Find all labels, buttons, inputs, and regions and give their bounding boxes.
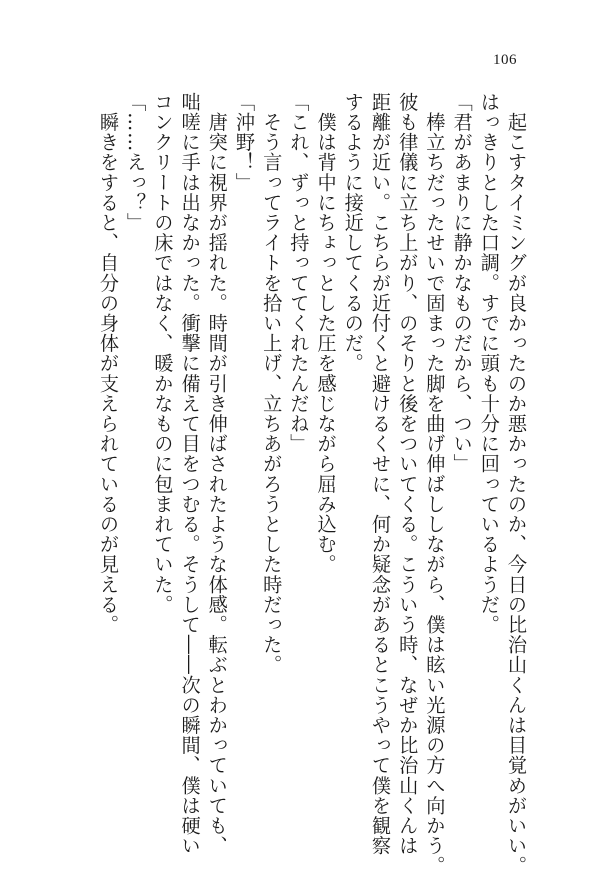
text-line: 「……えっ？」	[124, 92, 148, 233]
text-line: 咄嗟に手は出なかった。衝撃に備えて目をつむる。そうして――次の瞬間、僕は硬い	[178, 92, 202, 856]
text-line: 起こすタイミングが良かったのか悪かったのか、今日の比治山くんは目覚めがいい。	[505, 92, 528, 876]
page-number: 106	[493, 52, 517, 68]
text-line: はっきりとした口調。すでに頭も十分に回っているようだ。	[477, 92, 501, 635]
text-line: そう言ってライトを拾い上げ、立ちあがろうとした時だった。	[260, 92, 284, 675]
text-line: 彼も律儀に立ち上がり、のそりと後をついてくる。こういう時、なぜか比治山くんは	[396, 92, 420, 856]
text-line: するように接近してくるのだ。	[341, 92, 365, 374]
text-line: 距離が近い。こちらが近付くと避けるくせに、何か疑念があるとこうやって僕を観察	[368, 92, 392, 856]
text-line: 瞬きをすると、自分の身体が支えられているのが見える。	[96, 92, 120, 635]
text-line: 棒立ちだったせいで固まった脚を曲げ伸ばししながら、僕は眩い光源の方へ向かう。	[423, 92, 447, 876]
text-line: 「沖野！」	[232, 92, 256, 193]
text-line: 僕は背中にちょっとした圧を感じながら屈み込む。	[314, 92, 338, 575]
text-line: 「君があまりに静かなものだから、つい」	[450, 92, 474, 474]
text-line: 唐突に視界が揺れた。時間が引き伸ばされたような体感。転ぶとわかっていても、	[205, 92, 229, 856]
body-text	[95, 92, 530, 876]
text-line: コンクリートの床ではなく、暖かなものに包まれていた。	[151, 92, 175, 615]
text-line: 「これ、ずっと持っててくれたんだね」	[287, 92, 311, 454]
